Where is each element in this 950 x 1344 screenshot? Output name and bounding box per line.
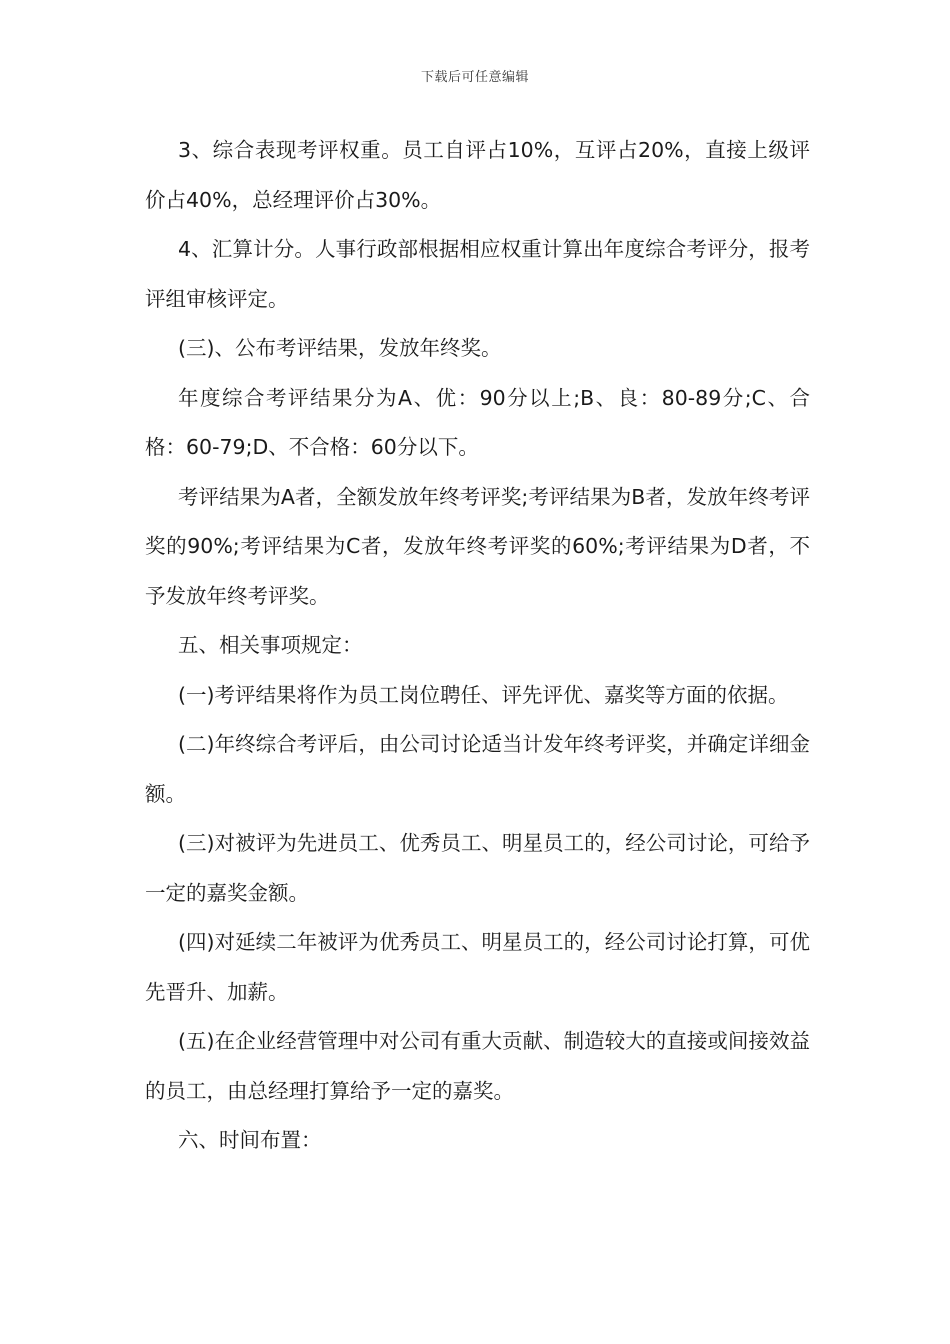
paragraph-rule-5: (五)在企业经营管理中对公司有重大贡献、制造较大的直接或间接效益的员工，由总经理打算给予一定的嘉奖。	[145, 1029, 810, 1103]
paragraph-bonus-rules: 考评结果为A者，全额发放年终考评奖;考评结果为B者，发放年终考评奖的90%;考评结果为C者，发放年终考评奖的60%;考评结果为D者，不予发放年终考评奖。	[145, 484, 810, 608]
paragraph-rule-1: (一)考评结果将作为员工岗位聘任、评先评优、嘉奖等方面的依据。	[178, 682, 789, 707]
document-body	[145, 126, 810, 1166]
paragraph-scoring: 4、汇算计分。人事行政部根据相应权重计算出年度综合考评分，报考评组审核评定。	[145, 237, 810, 311]
page-header: 下载后可任意编辑	[420, 70, 529, 85]
paragraph-rule-2: (二)年终综合考评后，由公司讨论适当计发年终考评奖，并确定详细金额。	[145, 732, 810, 806]
paragraph-publish-results: (三)、公布考评结果，发放年终奖。	[178, 336, 502, 360]
paragraph-weight: 3、综合表现考评权重。员工自评占10%，互评占20%，直接上级评价占40%，总经理评价占30%。	[145, 138, 810, 212]
section-heading-regulations: 五、相关事项规定：	[178, 633, 363, 657]
section-heading-schedule: 六、时间布置：	[178, 1128, 322, 1152]
paragraph-rule-3: (三)对被评为先进员工、优秀员工、明星员工的，经公司讨论，可给予一定的嘉奖金额。	[145, 831, 810, 905]
paragraph-rule-4: (四)对延续二年被评为优秀员工、明星员工的，经公司讨论打算，可优先晋升、加薪。	[145, 930, 810, 1004]
paragraph-grade-levels: 年度综合考评结果分为A、优：90分以上;B、良：80-89分;C、合格：60-79;D、不合格：60分以下。	[145, 385, 810, 459]
